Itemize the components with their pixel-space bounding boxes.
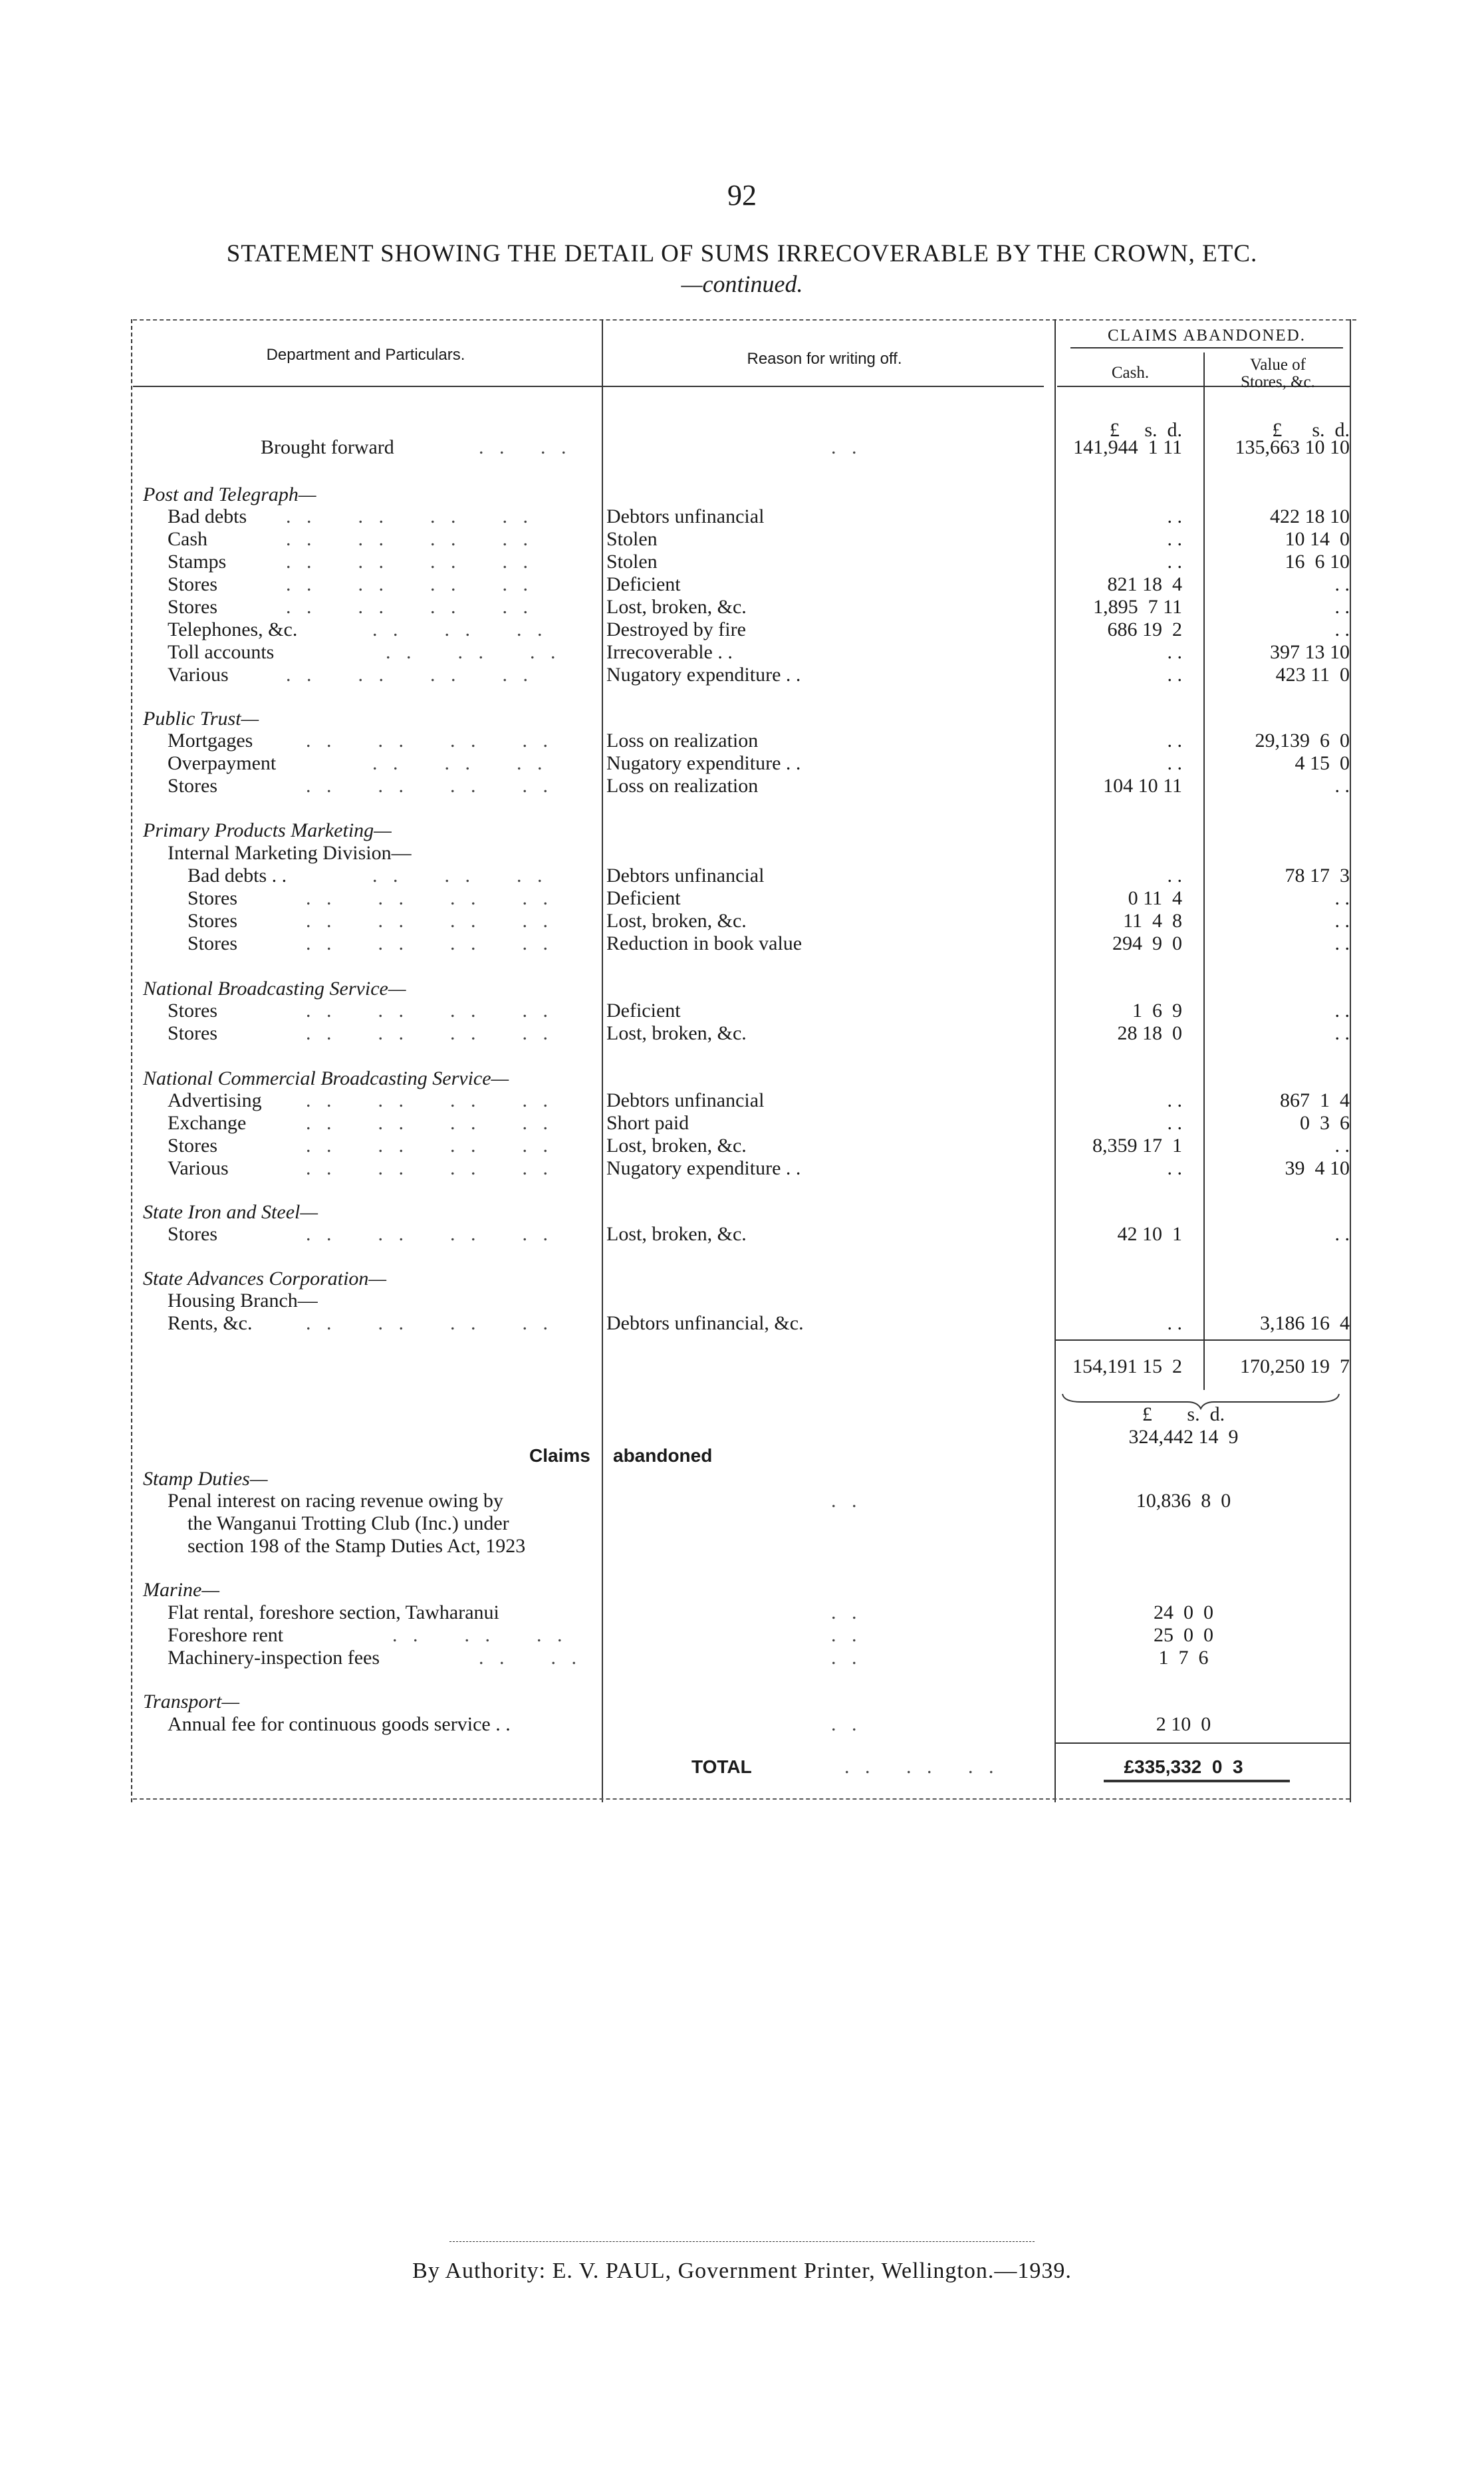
header-cash: Cash. bbox=[1111, 364, 1150, 382]
row-stores: 10 14 0 bbox=[1285, 528, 1350, 550]
subtotal-stores: 170,250 19 7 bbox=[1240, 1355, 1350, 1377]
section-title: Stamp Duties— bbox=[143, 1468, 268, 1490]
row-stores: . . bbox=[1334, 1135, 1350, 1157]
row-label: Stores bbox=[168, 1135, 217, 1157]
section-title-row bbox=[0, 708, 1484, 730]
claims-header-rule bbox=[1070, 347, 1343, 348]
row-label: Machinery-inspection fees bbox=[168, 1647, 380, 1669]
row-label: Various bbox=[168, 664, 229, 686]
row-label: Annual fee for continuous goods service . . bbox=[168, 1713, 511, 1735]
row-stores: 423 11 0 bbox=[1275, 664, 1350, 686]
section-title-row bbox=[0, 1201, 1484, 1224]
brought-forward-dots: . . . . bbox=[479, 436, 572, 458]
section-title: Public Trust— bbox=[143, 708, 259, 730]
row-cash: . . bbox=[1167, 641, 1182, 663]
table-row bbox=[0, 775, 1484, 797]
table-top-rule bbox=[133, 319, 1356, 321]
row-amount: 1 7 6 bbox=[1158, 1647, 1209, 1669]
row-reason: . . bbox=[831, 1713, 862, 1735]
row-leader-dots: . . . . . . . . bbox=[286, 528, 533, 550]
row-reason: Nugatory expenditure . . bbox=[606, 1157, 801, 1179]
row-label: Mortgages bbox=[168, 730, 253, 752]
table-row bbox=[0, 1112, 1484, 1135]
brought-forward-label: Brought forward bbox=[261, 436, 394, 458]
table-row bbox=[0, 1624, 1484, 1647]
row-leader-dots: . . . . . . . . bbox=[286, 551, 533, 573]
subtotal-row bbox=[0, 1355, 1484, 1378]
table-row bbox=[0, 1490, 1484, 1512]
row-stores: . . bbox=[1334, 596, 1350, 618]
total-double-rule bbox=[1104, 1780, 1290, 1782]
row-reason: Lost, broken, &c. bbox=[606, 1135, 747, 1157]
row-leader-dots: . . . . . . bbox=[372, 752, 548, 774]
table-row bbox=[0, 641, 1484, 664]
row-leader-dots: . . . . . . . . bbox=[306, 1312, 553, 1334]
table-row bbox=[0, 730, 1484, 752]
section-title: State Advances Corporation— bbox=[143, 1268, 387, 1290]
section-title-row bbox=[0, 978, 1484, 1000]
brought-forward-stores: 135,663 10 10 bbox=[1235, 436, 1350, 458]
row-reason: Deficient bbox=[606, 1000, 681, 1022]
units-cash: £ s. d. bbox=[1109, 419, 1182, 441]
table-row bbox=[0, 1135, 1484, 1157]
page-subtitle: —continued. bbox=[681, 271, 803, 297]
row-amount: 25 0 0 bbox=[1154, 1624, 1213, 1646]
table-row bbox=[0, 752, 1484, 775]
row-reason: Lost, broken, &c. bbox=[606, 1223, 747, 1245]
row-reason: Lost, broken, &c. bbox=[606, 1022, 747, 1044]
row-stores: 39 4 10 bbox=[1285, 1157, 1350, 1179]
row-cash: . . bbox=[1167, 730, 1182, 752]
row-cash: . . bbox=[1167, 664, 1182, 686]
row-stores: 0 3 6 bbox=[1300, 1112, 1350, 1134]
section-title-row bbox=[0, 1268, 1484, 1290]
row-reason: Lost, broken, &c. bbox=[606, 910, 747, 932]
row-reason: Debtors unfinancial bbox=[606, 1089, 765, 1111]
row-label: Bad debts . . bbox=[187, 865, 287, 887]
row-reason: Stolen bbox=[606, 551, 658, 573]
grand-total-row bbox=[0, 1756, 1484, 1778]
table-row bbox=[0, 1223, 1484, 1246]
total-top-rule bbox=[1054, 1742, 1350, 1744]
table-row-continuation bbox=[0, 1535, 1484, 1558]
row-leader-dots: . . . . . . . . bbox=[286, 505, 533, 527]
grand-total-dots: . . . . . . bbox=[844, 1756, 999, 1778]
row-stores: 3,186 16 4 bbox=[1260, 1312, 1350, 1334]
row-stores: 867 1 4 bbox=[1280, 1089, 1350, 1111]
row-leader-dots: . . . . . . . . bbox=[286, 664, 533, 686]
row-label-line: the Wanganui Trotting Club (Inc.) under bbox=[187, 1512, 509, 1534]
row-leader-dots: . . . . . . bbox=[372, 865, 548, 887]
row-label: Flat rental, foreshore section, Tawharanui bbox=[168, 1601, 499, 1623]
row-cash: . . bbox=[1167, 551, 1182, 573]
row-stores: . . bbox=[1334, 1000, 1350, 1022]
section-title: National Broadcasting Service— bbox=[143, 978, 406, 1000]
row-leader-dots: . . . . bbox=[479, 1647, 582, 1669]
row-reason: Loss on realization bbox=[606, 730, 759, 752]
row-label: Stores bbox=[168, 775, 217, 797]
row-cash: . . bbox=[1167, 1312, 1182, 1334]
row-label: Stores bbox=[168, 1022, 217, 1044]
row-reason: . . bbox=[831, 1601, 862, 1623]
subtotal-rule bbox=[1054, 1339, 1350, 1341]
table-row bbox=[0, 932, 1484, 955]
row-stores: 4 15 0 bbox=[1295, 752, 1350, 774]
row-stores: . . bbox=[1334, 619, 1350, 640]
row-label: Rents, &c. bbox=[168, 1312, 253, 1334]
row-label: Telephones, &c. bbox=[168, 619, 298, 640]
section-title-row bbox=[0, 1691, 1484, 1713]
grand-total-label: TOTAL bbox=[691, 1756, 752, 1777]
row-leader-dots: . . . . . . . . bbox=[306, 1089, 553, 1111]
header-claims-abandoned: CLAIMS ABANDONED. bbox=[1108, 327, 1306, 345]
row-reason: . . bbox=[831, 1624, 862, 1646]
table-row bbox=[0, 910, 1484, 932]
section-title: Post and Telegraph— bbox=[143, 483, 316, 505]
row-label: Exchange bbox=[168, 1112, 247, 1134]
table-row bbox=[0, 1000, 1484, 1022]
row-leader-dots: . . . . . . . . bbox=[306, 730, 553, 752]
row-leader-dots: . . . . . . . . bbox=[306, 775, 553, 797]
table-bottom-rule bbox=[133, 1798, 1350, 1800]
row-reason: Reduction in book value bbox=[606, 932, 803, 954]
row-cash: 11 4 8 bbox=[1123, 910, 1182, 932]
row-leader-dots: . . . . . . . . bbox=[306, 1223, 553, 1245]
footer-rule bbox=[449, 2241, 1035, 2242]
row-leader-dots: . . . . . . . . bbox=[286, 596, 533, 618]
row-stores: . . bbox=[1334, 1022, 1350, 1044]
table-row bbox=[0, 619, 1484, 641]
row-reason: Debtors unfinancial bbox=[606, 505, 765, 527]
row-label: Toll accounts bbox=[168, 641, 275, 663]
row-cash: 104 10 11 bbox=[1103, 775, 1182, 797]
row-label: Stores bbox=[187, 887, 237, 909]
brought-forward-reason: . . bbox=[831, 436, 862, 458]
row-cash: 0 11 4 bbox=[1128, 887, 1182, 909]
row-label: Foreshore rent bbox=[168, 1624, 284, 1646]
row-reason: Nugatory expenditure . . bbox=[606, 752, 801, 774]
page-title: STATEMENT SHOWING THE DETAIL OF SUMS IRRECOVERABLE BY THE CROWN, ETC. bbox=[226, 240, 1258, 267]
row-reason: Nugatory expenditure . . bbox=[606, 664, 801, 686]
section-subtitle-row bbox=[0, 842, 1484, 865]
row-label: Stores bbox=[168, 573, 217, 595]
row-leader-dots: . . . . . . . . bbox=[306, 1022, 553, 1044]
row-reason: Debtors unfinancial bbox=[606, 865, 765, 887]
row-reason: Destroyed by fire bbox=[606, 619, 746, 640]
section-title-row bbox=[0, 1579, 1484, 1601]
row-cash: 8,359 17 1 bbox=[1092, 1135, 1182, 1157]
row-reason: Short paid bbox=[606, 1112, 689, 1134]
row-amount: 10,836 8 0 bbox=[1136, 1490, 1231, 1512]
section-subtitle: Housing Branch— bbox=[168, 1290, 318, 1311]
row-leader-dots: . . . . . . . . bbox=[306, 1112, 553, 1134]
row-cash: 28 18 0 bbox=[1117, 1022, 1182, 1044]
table-row bbox=[0, 664, 1484, 686]
row-cash: . . bbox=[1167, 865, 1182, 887]
page-number: 92 bbox=[727, 179, 757, 211]
row-cash: 294 9 0 bbox=[1112, 932, 1182, 954]
footer-imprint: By Authority: E. V. PAUL, Government Printer, Wellington.—1939. bbox=[412, 2259, 1072, 2283]
table-row bbox=[0, 1312, 1484, 1335]
row-amount: 24 0 0 bbox=[1154, 1601, 1213, 1623]
section-subtitle-row bbox=[0, 1290, 1484, 1312]
header-reason: Reason for writing off. bbox=[747, 350, 902, 368]
row-label: Stores bbox=[168, 596, 217, 618]
table-row bbox=[0, 1089, 1484, 1112]
section-title-row bbox=[0, 819, 1484, 842]
table-row bbox=[0, 573, 1484, 596]
row-reason: Loss on realization bbox=[606, 775, 759, 797]
row-leader-dots: . . . . . . bbox=[392, 1624, 568, 1646]
row-stores: . . bbox=[1334, 775, 1350, 797]
header-department: Department and Particulars. bbox=[266, 346, 465, 364]
header-stores-line2: Stores, &c. bbox=[1241, 373, 1315, 391]
row-leader-dots: . . . . . . . . bbox=[306, 910, 553, 932]
row-stores: . . bbox=[1334, 932, 1350, 954]
row-amount: 2 10 0 bbox=[1156, 1713, 1211, 1735]
claims-banner-right: abandoned bbox=[613, 1445, 713, 1466]
row-label: Advertising bbox=[168, 1089, 262, 1111]
row-reason: Stolen bbox=[606, 528, 658, 550]
table-row bbox=[0, 1022, 1484, 1045]
row-label: Stores bbox=[187, 910, 237, 932]
row-stores: . . bbox=[1334, 887, 1350, 909]
row-label: Bad debts bbox=[168, 505, 247, 527]
table-row bbox=[0, 1713, 1484, 1736]
table-row bbox=[0, 551, 1484, 573]
row-cash: 686 19 2 bbox=[1107, 619, 1182, 640]
row-cash: . . bbox=[1167, 1112, 1182, 1134]
table-row bbox=[0, 505, 1484, 528]
table-row-continuation bbox=[0, 1512, 1484, 1535]
row-label: Overpayment bbox=[168, 752, 277, 774]
section-title: Transport— bbox=[143, 1691, 240, 1713]
table-row bbox=[0, 887, 1484, 910]
table-row bbox=[0, 1601, 1484, 1624]
row-reason: Deficient bbox=[606, 887, 681, 909]
row-cash: 1,895 7 11 bbox=[1093, 596, 1182, 618]
section-title-row bbox=[0, 483, 1484, 506]
row-stores: 397 13 10 bbox=[1270, 641, 1350, 663]
row-reason: Debtors unfinancial, &c. bbox=[606, 1312, 804, 1334]
row-label: Cash bbox=[168, 528, 207, 550]
combined-total: 324,442 14 9 bbox=[1128, 1426, 1239, 1448]
row-leader-dots: . . . . . . . . bbox=[306, 1000, 553, 1022]
row-leader-dots: . . . . . . . . bbox=[286, 573, 533, 595]
combined-units: £ s. d. bbox=[1142, 1403, 1225, 1425]
table-row bbox=[0, 865, 1484, 887]
row-leader-dots: . . . . . . . . bbox=[306, 932, 553, 954]
row-label-line: Penal interest on racing revenue owing by bbox=[168, 1490, 503, 1512]
row-reason: . . bbox=[831, 1647, 862, 1669]
section-subtitle: Internal Marketing Division— bbox=[168, 842, 412, 864]
section-title-row bbox=[0, 1468, 1484, 1490]
brought-forward-row bbox=[0, 436, 1484, 459]
units-stores: £ s. d. bbox=[1272, 419, 1350, 441]
row-leader-dots: . . . . . . bbox=[386, 641, 561, 663]
row-stores: . . bbox=[1334, 1223, 1350, 1245]
row-label: Stamps bbox=[168, 551, 227, 573]
section-title: Primary Products Marketing— bbox=[143, 819, 392, 841]
grand-total-amount: £335,332 0 3 bbox=[1124, 1756, 1243, 1777]
row-stores: . . bbox=[1334, 910, 1350, 932]
row-stores: 16 6 10 bbox=[1285, 551, 1350, 573]
row-reason: Lost, broken, &c. bbox=[606, 596, 747, 618]
table-row bbox=[0, 1157, 1484, 1180]
row-reason: . . bbox=[831, 1490, 862, 1512]
row-cash: . . bbox=[1167, 752, 1182, 774]
table-row bbox=[0, 1647, 1484, 1669]
row-leader-dots: . . . . . . . . bbox=[306, 1157, 553, 1179]
combined-units-row bbox=[0, 1403, 1484, 1426]
row-label-line: section 198 of the Stamp Duties Act, 1923 bbox=[187, 1535, 526, 1557]
table-row bbox=[0, 596, 1484, 619]
row-stores: 29,139 6 0 bbox=[1255, 730, 1350, 752]
claims-banner-left: Claims bbox=[529, 1445, 590, 1466]
row-cash: . . bbox=[1167, 528, 1182, 550]
section-title: National Commercial Broadcasting Service— bbox=[143, 1067, 509, 1089]
table-row bbox=[0, 528, 1484, 551]
row-leader-dots: . . . . . . . . bbox=[306, 887, 553, 909]
row-cash: 1 6 9 bbox=[1132, 1000, 1182, 1022]
section-title: State Iron and Steel— bbox=[143, 1201, 318, 1223]
row-cash: 821 18 4 bbox=[1107, 573, 1182, 595]
section-title: Marine— bbox=[143, 1579, 219, 1601]
claims-banner-row bbox=[0, 1445, 1484, 1467]
section-title-row bbox=[0, 1067, 1484, 1090]
row-reason: Deficient bbox=[606, 573, 681, 595]
row-stores: 422 18 10 bbox=[1270, 505, 1350, 527]
row-reason: Irrecoverable . . bbox=[606, 641, 733, 663]
row-label: Various bbox=[168, 1157, 229, 1179]
row-stores: . . bbox=[1334, 573, 1350, 595]
row-stores: 78 17 3 bbox=[1285, 865, 1350, 887]
row-label: Stores bbox=[187, 932, 237, 954]
row-cash: . . bbox=[1167, 1157, 1182, 1179]
row-cash: . . bbox=[1167, 1089, 1182, 1111]
row-leader-dots: . . . . . . . . bbox=[306, 1135, 553, 1157]
row-cash: . . bbox=[1167, 505, 1182, 527]
header-bottom-rule-left bbox=[133, 386, 1044, 387]
row-cash: 42 10 1 bbox=[1117, 1223, 1182, 1245]
row-label: Stores bbox=[168, 1223, 217, 1245]
row-leader-dots: . . . . . . bbox=[372, 619, 548, 640]
row-label: Stores bbox=[168, 1000, 217, 1022]
brought-forward-cash: 141,944 1 11 bbox=[1073, 436, 1182, 458]
header-stores-line1: Value of bbox=[1250, 356, 1306, 374]
subtotal-cash: 154,191 15 2 bbox=[1072, 1355, 1182, 1377]
